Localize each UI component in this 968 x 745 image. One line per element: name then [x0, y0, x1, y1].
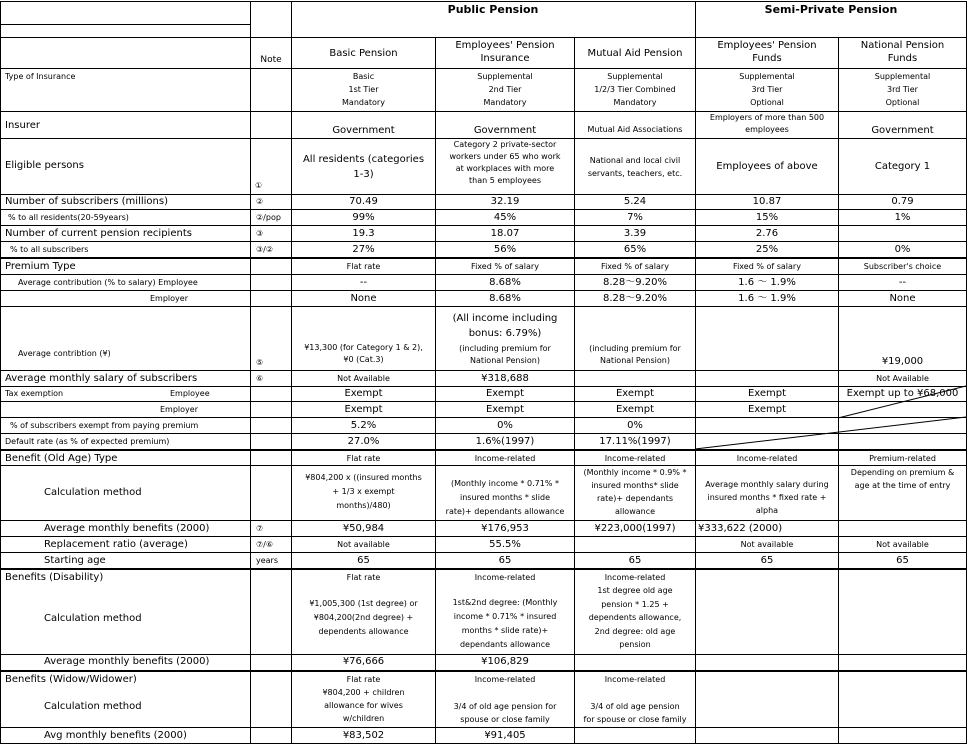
- recipients-basic: 19.3: [352, 228, 375, 239]
- semi-private-pension-header: Semi-Private Pension: [764, 3, 898, 16]
- tax-employee-basic: Exempt: [344, 388, 383, 399]
- note-pct-subscribers: ③/②: [256, 245, 274, 254]
- tax-employer-basic: Exempt: [344, 404, 383, 415]
- public-pension-header: Public Pension: [447, 3, 539, 16]
- row-label-subscribers: Number of subscribers (millions): [5, 196, 168, 207]
- row-label-benefits-widow: Benefits (Widow/Widower): [5, 674, 137, 685]
- pct-residents-basic: 99%: [352, 212, 375, 223]
- replacement-npf: Not available: [876, 540, 929, 549]
- default-rate-basic: 27.0%: [347, 436, 380, 447]
- tax-employee-epi: Exempt: [485, 388, 525, 399]
- pct-exempt-mutual: 0%: [627, 420, 643, 431]
- calc-disability-basic: ¥1,005,300 (1st degree) or ¥804,200(2nd degree) + dependents allowance: [309, 599, 418, 636]
- benefit-type-npf: Premium-related: [869, 454, 936, 463]
- contrib-employer-basic: None: [350, 293, 377, 304]
- pct-residents-epf: 15%: [755, 212, 779, 223]
- contrib-employee-mutual: 8.28～9.20%: [602, 277, 668, 288]
- benefit-type-epf: Income-related: [736, 454, 798, 463]
- subscribers-mutual: 5.24: [623, 196, 647, 207]
- note-avg-contrib-yen: ⑤: [256, 358, 264, 367]
- row-label-avg-salary: Average monthly salary of subscribers: [5, 373, 198, 384]
- insurer-epf: Employers of more than 500 employees: [709, 113, 825, 134]
- premium-type-npf: Subscriber's choice: [863, 262, 942, 271]
- insurer-basic: Government: [332, 125, 395, 136]
- default-rate-mutual: 17.11%(1997): [599, 436, 671, 447]
- contrib-employee-npf: --: [898, 277, 907, 288]
- widow-type-mutual: Income-related: [604, 675, 666, 684]
- recipients-mutual: 3.39: [623, 228, 647, 239]
- note-header: Note: [260, 55, 282, 65]
- row-label-calc-disability: Calculation method: [44, 613, 142, 624]
- recipients-epi: 18.07: [490, 228, 520, 239]
- starting-age-basic: 65: [357, 555, 370, 566]
- benefit-type-epi: Income-related: [474, 454, 536, 463]
- insurer-mutual: Mutual Aid Associations: [587, 125, 683, 134]
- eligible-mutual: National and local civil servants, teachers, etc.: [587, 156, 683, 178]
- widow-type-epi: Income-related: [474, 675, 536, 684]
- benefit-type-mutual: Income-related: [604, 454, 666, 463]
- pct-residents-npf: 1%: [894, 212, 911, 223]
- row-label-benefit-type: Benefit (Old Age) Type: [5, 453, 118, 464]
- row-sublabel-tax-employee: Employee: [170, 389, 210, 398]
- contrib-yen-basic: ¥13,300 (for Category 1 & 2), ¥0 (Cat.3): [304, 343, 423, 364]
- note-replacement: ⑦/⑥: [256, 540, 274, 549]
- col-basic-pension: Basic Pension: [329, 48, 398, 59]
- calc-old-mutual: (Monthly income * 0.9% * insured months* slide rate)+ dependants allowance: [583, 468, 687, 516]
- benefit-type-basic: Flat rate: [346, 454, 381, 463]
- avg-salary-epi: ¥318,688: [481, 373, 529, 384]
- insurer-epi: Government: [473, 125, 537, 136]
- type-basic: Basic 1st Tier Mandatory: [342, 72, 385, 107]
- calc-widow-basic: ¥804,200 + children allowance for wives w/children: [322, 688, 405, 723]
- col-employees-pension-funds: Employees' Pension Funds: [717, 40, 817, 64]
- default-rate-epi: 1.6%(1997): [475, 436, 535, 447]
- tax-employer-epf: Exempt: [747, 404, 787, 415]
- widow-type-basic: Flat rate: [346, 675, 381, 684]
- pct-residents-mutual: 7%: [627, 212, 643, 223]
- contrib-yen-mutual: (including premium for National Pension): [589, 344, 681, 365]
- pct-subscribers-epi: 56%: [493, 244, 517, 255]
- col-mutual-aid-pension: Mutual Aid Pension: [587, 48, 683, 59]
- row-label-avg-benefit-old: Average monthly benefits (2000): [44, 523, 210, 534]
- pct-subscribers-basic: 27%: [352, 244, 375, 255]
- avg-benefit-old-epf: ¥333,622 (2000): [698, 523, 783, 534]
- insurer-npf: Government: [871, 125, 934, 136]
- tax-employee-mutual: Exempt: [615, 388, 655, 399]
- calc-old-epf: Average monthly salary during insured months * fixed rate + alpha: [705, 480, 829, 515]
- avg-benefit-old-mutual: ¥223,000(1997): [594, 523, 676, 534]
- pct-residents-epi: 45%: [493, 212, 517, 223]
- note-starting-age: years: [256, 556, 279, 565]
- type-epf: Supplemental 3rd Tier Optional: [739, 72, 795, 107]
- tax-employee-npf: Exempt up to ¥68,000: [846, 388, 959, 399]
- eligible-basic: All residents (categories 1-3): [302, 154, 425, 180]
- contrib-employer-epi: 8.68%: [489, 293, 521, 304]
- starting-age-mutual: 65: [628, 555, 642, 566]
- row-label-benefits-disability: Benefits (Disability): [5, 572, 104, 583]
- premium-type-basic: Flat rate: [346, 262, 381, 271]
- avg-salary-npf: Not Available: [876, 374, 929, 383]
- note-subscribers: ②: [256, 197, 264, 206]
- row-label-type-of-insurance: Type of Insurance: [5, 72, 76, 81]
- type-npf: Supplemental 3rd Tier Optional: [874, 72, 931, 107]
- contrib-employee-epf: 1.6 ～ 1.9%: [738, 277, 796, 288]
- subscribers-basic: 70.49: [349, 196, 378, 207]
- row-label-avg-contrib-employee: Average contribution (% to salary) Employee: [18, 278, 198, 287]
- avg-benefit-disability-epi: ¥106,829: [481, 656, 529, 667]
- note-pct-residents: ②/pop: [256, 213, 281, 222]
- calc-old-npf: Depending on premium & age at the time of entry: [850, 468, 955, 490]
- premium-type-epf: Fixed % of salary: [733, 262, 801, 271]
- row-label-avg-benefit-widow: Avg monthly benefits (2000): [44, 730, 187, 741]
- row-label-premium-type: Premium Type: [5, 261, 76, 272]
- note-eligible: ①: [255, 181, 263, 190]
- row-label-starting-age: Starting age: [44, 555, 106, 566]
- row-label-recipients: Number of current pension recipients: [5, 228, 192, 239]
- premium-type-mutual: Fixed % of salary: [601, 262, 669, 271]
- avg-benefit-widow-epi: ¥91,405: [484, 730, 526, 741]
- avg-benefit-old-basic: ¥50,984: [342, 523, 385, 534]
- row-label-pct-residents: % to all residents(20-59years): [8, 213, 129, 222]
- replacement-epi: 55.5%: [489, 539, 521, 550]
- subscribers-epf: 10.87: [752, 196, 782, 207]
- replacement-basic: Not available: [337, 540, 390, 549]
- pct-subscribers-mutual: 65%: [623, 244, 647, 255]
- all-income-note: (All income including bonus: 6.79%): [452, 313, 558, 339]
- row-label-insurer: Insurer: [5, 120, 40, 131]
- contrib-employee-basic: --: [359, 277, 368, 288]
- row-label-eligible: Eligible persons: [5, 160, 84, 171]
- row-label-calc-widow: Calculation method: [44, 701, 142, 712]
- calc-widow-epi: 3/4 of old age pension for spouse or close family: [453, 702, 557, 724]
- row-label-pct-subscribers: % to all subscribers: [10, 245, 89, 254]
- row-label-pct-exempt: % of subscribers exempt from paying premium: [10, 421, 199, 430]
- eligible-epf: Employees of above: [716, 161, 818, 172]
- calc-disability-mutual: 1st degree old age pension * 1.25 + dependents allowance, 2nd degree: old age pension: [588, 586, 682, 649]
- calc-old-epi: (Monthly income * 0.71% * insured months * slide rate)+ dependants allowance: [445, 479, 565, 516]
- contrib-employer-epf: 1.6 ～ 1.9%: [738, 293, 796, 304]
- note-avg-benefit-old: ⑦: [256, 524, 264, 533]
- premium-type-epi: Fixed % of salary: [471, 262, 539, 271]
- note-avg-salary: ⑥: [256, 374, 264, 383]
- tax-employer-epi: Exempt: [485, 404, 525, 415]
- subscribers-npf: 0.79: [891, 196, 914, 207]
- row-label-avg-contrib-yen: Average contribtion (¥): [18, 349, 111, 358]
- disability-type-basic: Flat rate: [346, 573, 381, 582]
- starting-age-npf: 65: [896, 555, 909, 566]
- starting-age-epi: 65: [498, 555, 512, 566]
- row-label-replacement: Replacement ratio (average): [44, 539, 188, 550]
- row-label-tax-employer: Employer: [160, 405, 198, 414]
- contrib-yen-epi: (including premium for National Pension): [459, 344, 551, 365]
- avg-salary-basic: Not Available: [337, 374, 390, 383]
- pct-subscribers-epf: 25%: [755, 244, 779, 255]
- eligible-epi: Category 2 private-sector workers under 65 who work at workplaces with more than 5 employees: [449, 140, 561, 185]
- row-label-default-rate: Default rate (as % of expected premium): [5, 437, 170, 446]
- row-label-avg-contrib-employer: Employer: [150, 294, 188, 303]
- type-mutual: Supplemental 1/2/3 Tier Combined Mandatory: [594, 72, 676, 107]
- row-label-calc-old: Calculation method: [44, 487, 142, 498]
- pct-exempt-basic: 5.2%: [350, 420, 377, 431]
- starting-age-epf: 65: [760, 555, 774, 566]
- disability-type-mutual: Income-related: [604, 573, 666, 582]
- calc-old-basic: ¥804,200 x ((insured months + 1/3 x exempt months)/480): [305, 473, 422, 510]
- disability-type-epi: Income-related: [474, 573, 536, 582]
- col-national-pension-funds: National Pension Funds: [860, 40, 945, 64]
- note-recipients: ③: [256, 229, 264, 238]
- contrib-employer-npf: None: [889, 293, 916, 304]
- tax-employer-mutual: Exempt: [615, 404, 655, 415]
- contrib-employee-epi: 8.68%: [489, 277, 521, 288]
- recipients-epf: 2.76: [755, 228, 779, 239]
- contrib-yen-npf: ¥19,000: [881, 356, 924, 367]
- pct-subscribers-npf: 0%: [894, 244, 911, 255]
- avg-benefit-old-epi: ¥176,953: [481, 523, 529, 534]
- row-label-avg-benefit-disability: Average monthly benefits (2000): [44, 656, 210, 667]
- calc-widow-mutual: 3/4 of old age pension for spouse or close family: [583, 702, 687, 724]
- tax-employee-epf: Exempt: [747, 388, 787, 399]
- avg-benefit-disability-basic: ¥76,666: [342, 656, 385, 667]
- contrib-employer-mutual: 8.28～9.20%: [602, 293, 668, 304]
- pct-exempt-epi: 0%: [497, 420, 513, 431]
- col-employees-pension-insurance: Employees' Pension Insurance: [455, 40, 555, 64]
- subscribers-epi: 32.19: [490, 196, 520, 207]
- calc-disability-epi: 1st&2nd degree: (Monthly income * 0.71% * insured months * slide rate)+ dependants allowance: [452, 598, 558, 649]
- replacement-epf: Not available: [740, 540, 794, 549]
- row-label-tax-exemption: Tax exemption: [5, 389, 64, 398]
- avg-benefit-widow-basic: ¥83,502: [342, 730, 385, 741]
- eligible-npf: Category 1: [874, 161, 931, 172]
- type-epi: Supplemental 2nd Tier Mandatory: [477, 72, 533, 107]
